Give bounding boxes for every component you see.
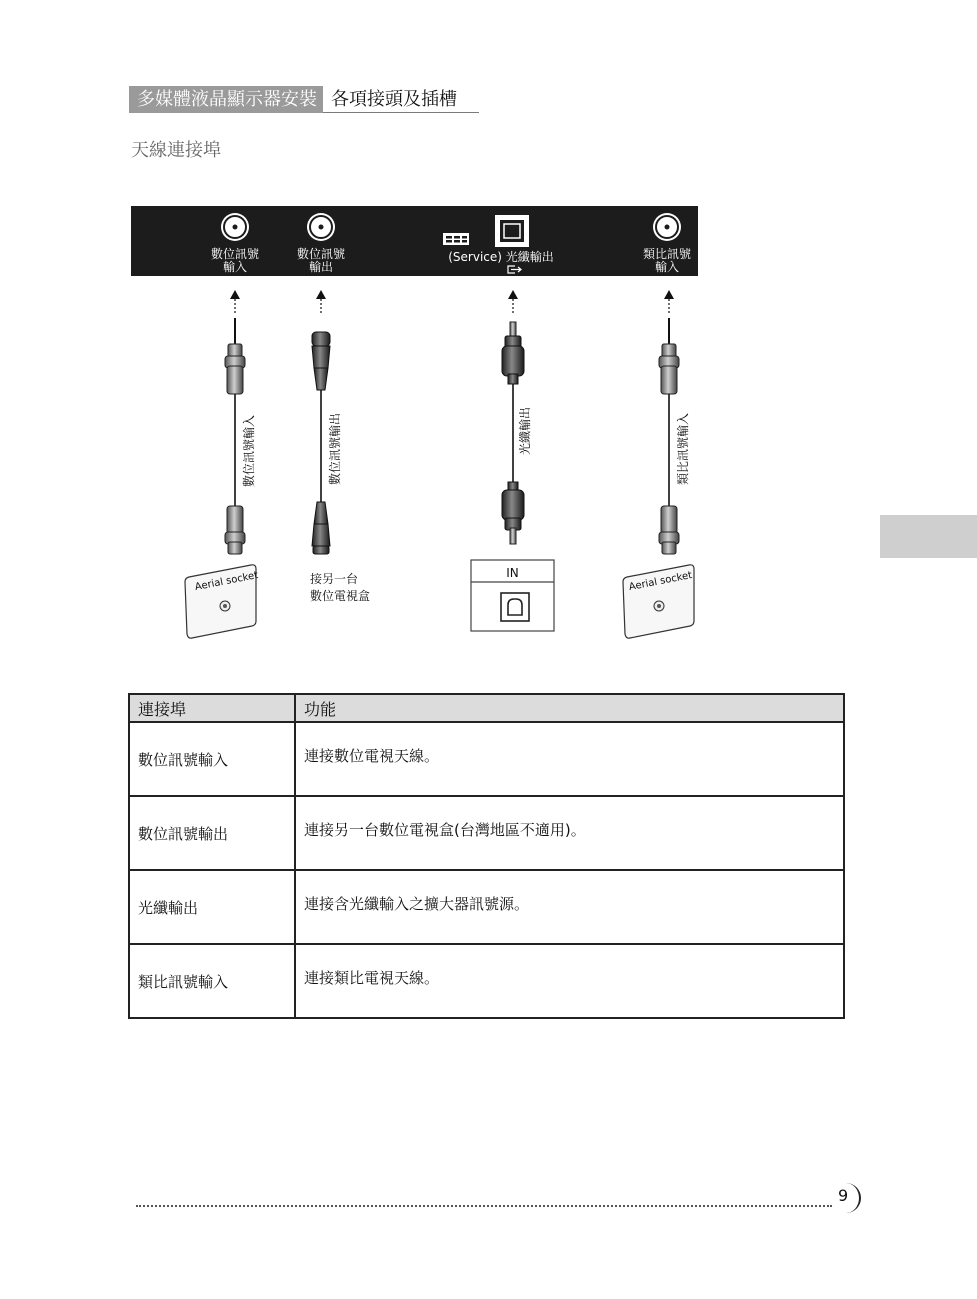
digital-out-label-2: 輸出 — [308, 260, 334, 274]
optical-port-icon — [495, 215, 529, 247]
side-chapter-tab — [880, 515, 977, 558]
analog-in-cable-label: 類比訊號輸入 — [676, 412, 690, 486]
chapter-tab: 多媒體液晶顯示器安裝 — [129, 86, 323, 113]
footer-dotted-leader — [136, 1191, 832, 1207]
optical-in-label: IN — [506, 566, 519, 580]
digital-out-port-icon — [307, 213, 335, 241]
function-text: 連接類比電視天線。 — [304, 968, 440, 987]
subtitle: 天線連接埠 — [131, 140, 221, 161]
table-row — [129, 944, 844, 1018]
table-row — [129, 796, 844, 870]
aerial-socket-left-label: Aerial socket — [193, 570, 260, 594]
port-name-cell: 數位訊號輸出 — [129, 796, 295, 870]
service-port-icon — [443, 233, 469, 245]
stb-label-2: 數位電視盒 — [310, 589, 371, 603]
digital-in-cable-label: 數位訊號輸入 — [242, 414, 256, 488]
analog-in-label-1: 類比訊號 — [642, 247, 692, 261]
function-text: 連接數位電視天線。 — [304, 746, 440, 765]
optical-cable-label: 光纖輸出 — [518, 406, 532, 456]
digital-in-label-2: 輸入 — [222, 260, 248, 274]
digital-out-label-1: 數位訊號 — [296, 247, 346, 261]
digital-in-port-icon — [221, 213, 249, 241]
arrow-icons — [230, 290, 674, 314]
column-header-function: 功能 — [295, 694, 844, 722]
digital-out-cable-label: 數位訊號輸出 — [328, 412, 342, 486]
port-name-cell: 數位訊號輸入 — [129, 722, 295, 796]
connection-diagram — [131, 206, 718, 648]
analog-in-label-2: 輸入 — [654, 260, 680, 274]
section-title: 各項接頭及插槽 — [323, 86, 479, 113]
function-cell — [295, 796, 844, 870]
table-header-row — [129, 694, 844, 722]
page-number: 9 — [838, 1186, 849, 1205]
port-name-cell: 類比訊號輸入 — [129, 944, 295, 1018]
panel-strip — [131, 206, 698, 276]
aerial-socket-right-label: Aerial socket — [627, 570, 694, 594]
function-cell — [295, 870, 844, 944]
table-row — [129, 722, 844, 796]
stb-label-1: 接另一台 — [310, 572, 359, 586]
optical-label: (Service) 光纖輸出 — [448, 250, 554, 264]
function-text: 連接另一台數位電視盒(台灣地區不適用)。 — [304, 820, 586, 839]
table-row — [129, 870, 844, 944]
analog-in-port-icon — [653, 213, 681, 241]
ports-table — [128, 693, 845, 1019]
function-cell — [295, 944, 844, 1018]
column-header-port: 連接埠 — [129, 694, 295, 722]
function-cell — [295, 722, 844, 796]
function-text: 連接含光纖輸入之擴大器訊號源。 — [304, 894, 530, 913]
digital-in-label-1: 數位訊號 — [210, 247, 260, 261]
page-header — [129, 86, 479, 113]
port-name-cell: 光纖輸出 — [129, 870, 295, 944]
page-number-bracket — [843, 1183, 861, 1213]
